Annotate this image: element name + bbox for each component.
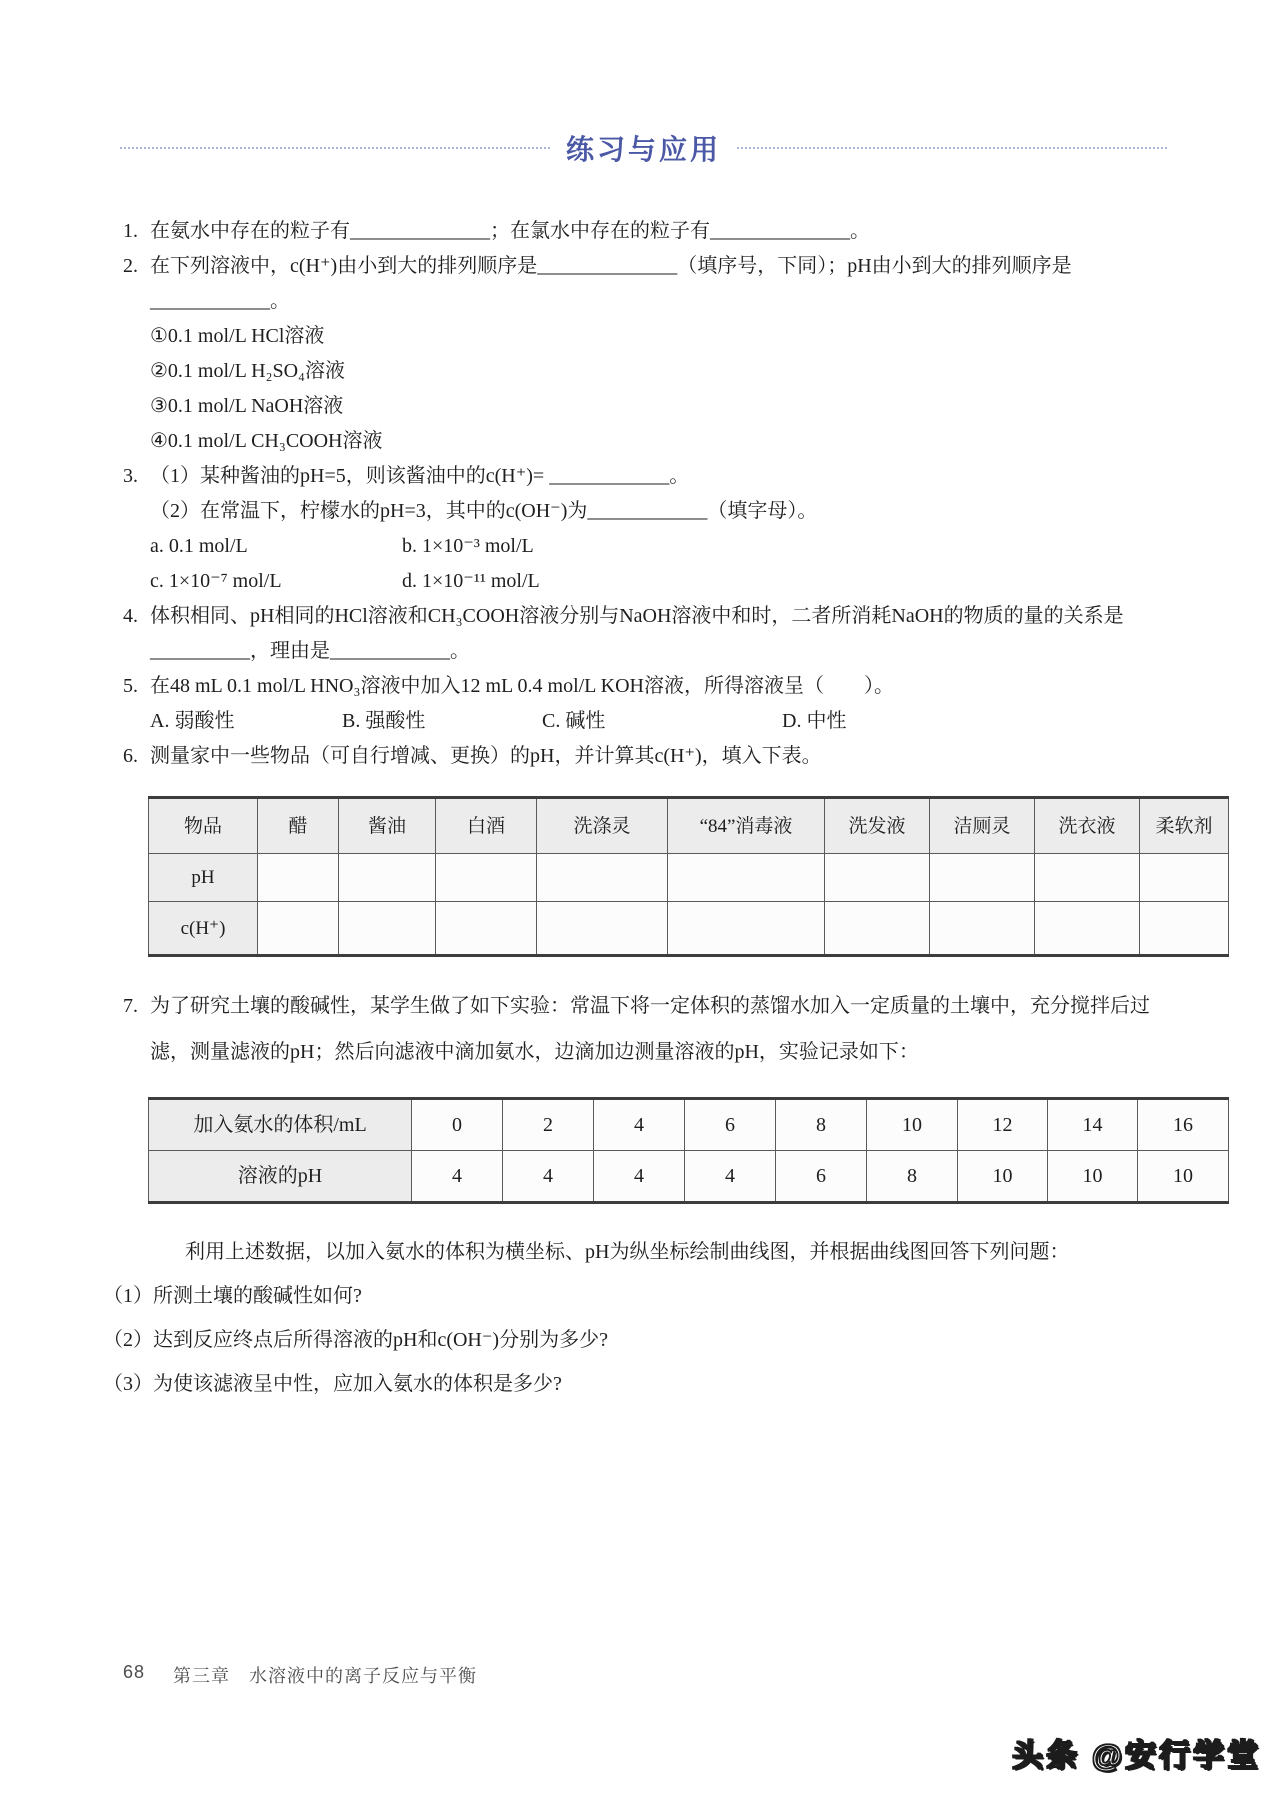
exercise-content (0, 168, 1287, 1406)
question-text: 在48 mL 0.1 mol/L HNO₃溶液中加入12 mL 0.4 mol/L KOH溶液，所得溶液呈（ ）。 (150, 675, 894, 697)
question-3-choices-ab (123, 529, 1167, 564)
followup-sub-2: （2）达到反应终点后所得溶液的pH和c(OH⁻)分别为多少? (103, 1329, 608, 1351)
table-cell: 6 (685, 1099, 776, 1151)
choice-c: c. 1×10⁻⁷ mol/L (150, 570, 282, 592)
choice-c: C. 碱性 (542, 710, 606, 732)
table-cell (668, 854, 825, 902)
table-cell (825, 902, 930, 956)
table-cell: 4 (594, 1151, 685, 1203)
question-1 (123, 214, 1167, 249)
dotted-line-right (737, 147, 1167, 149)
question-3-choices-cd (123, 564, 1167, 599)
table-row (149, 1099, 1229, 1151)
table-cell: 6 (776, 1151, 867, 1203)
page-footer (123, 1662, 477, 1688)
household-items-ph-table (148, 796, 1229, 957)
question-number: 6. (123, 745, 138, 767)
header-cell: 溶液的pH (149, 1151, 412, 1203)
header-cell: c(H⁺) (149, 902, 258, 956)
question-text: 体积相同、pH相同的HCl溶液和CH₃COOH溶液分别与NaOH溶液中和时，二者所消耗NaOH的物质的量的关系是__________，理由是____________。 (150, 605, 1124, 662)
table-cell (1140, 854, 1229, 902)
table-row (149, 1151, 1229, 1203)
question-5-choices (123, 704, 1167, 739)
table-cell (258, 902, 339, 956)
header-cell: 柔软剂 (1140, 798, 1229, 854)
question-number: 3. (123, 465, 138, 487)
header-cell: 洁厕灵 (930, 798, 1035, 854)
header-cell: 洗涤灵 (537, 798, 668, 854)
question-number: 1. (123, 220, 138, 242)
question-3 (123, 459, 1167, 494)
followup-sub-1: （1）所测土壤的酸碱性如何? (103, 1285, 362, 1307)
table-cell: 10 (1138, 1151, 1229, 1203)
table-cell: 14 (1048, 1099, 1138, 1151)
table-cell: 10 (1048, 1151, 1138, 1203)
header-cell: 物品 (149, 798, 258, 854)
table-cell: 4 (503, 1151, 594, 1203)
table-row (149, 798, 1229, 854)
table-cell (537, 854, 668, 902)
table-cell (339, 854, 436, 902)
question-number: 4. (123, 605, 138, 627)
header-cell: “84”消毒液 (668, 798, 825, 854)
ammonia-volume-ph-table (148, 1097, 1229, 1204)
question-2-option-4: ④0.1 mol/L CH₃COOH溶液 (150, 430, 383, 452)
table-cell (930, 902, 1035, 956)
choice-b: B. 强酸性 (342, 710, 426, 732)
question-3-part2: （2）在常温下，柠檬水的pH=3，其中的c(OH⁻)为____________（填字母）。 (150, 500, 818, 522)
question-number: 5. (123, 675, 138, 697)
question-2-option-3: ③0.1 mol/L NaOH溶液 (150, 395, 344, 417)
question-text: 在氨水中存在的粒子有______________；在氯水中存在的粒子有______________。 (150, 220, 870, 242)
header-cell: 醋 (258, 798, 339, 854)
header-cell: 洗衣液 (1035, 798, 1140, 854)
table-cell (1140, 902, 1229, 956)
table-cell (258, 854, 339, 902)
table-row (149, 854, 1229, 902)
header-cell: 酱油 (339, 798, 436, 854)
choice-d: d. 1×10⁻¹¹ mol/L (402, 570, 540, 592)
question-text: 测量家中一些物品（可自行增减、更换）的pH，并计算其c(H⁺)，填入下表。 (150, 745, 822, 767)
table-cell: 10 (958, 1151, 1048, 1203)
question-number: 7. (123, 995, 138, 1017)
question-text: 在下列溶液中，c(H⁺)由小到大的排列顺序是______________（填序号，下同）；pH由小到大的排列顺序是____________。 (150, 255, 1072, 312)
question-4 (123, 599, 1167, 669)
table-cell (1035, 902, 1140, 956)
table-cell: 8 (776, 1099, 867, 1151)
table-cell (825, 854, 930, 902)
table-cell: 16 (1138, 1099, 1229, 1151)
choice-d: D. 中性 (782, 710, 847, 732)
followup-sub-3: （3）为使该滤液呈中性，应加入氨水的体积是多少? (103, 1373, 562, 1395)
table-cell: 8 (867, 1151, 958, 1203)
header-cell: pH (149, 854, 258, 902)
table-cell: 2 (503, 1099, 594, 1151)
chapter-title: 第三章 水溶液中的离子反应与平衡 (173, 1666, 478, 1686)
header-cell: 洗发液 (825, 798, 930, 854)
question-6 (123, 739, 1167, 774)
question-number: 2. (123, 255, 138, 277)
question-2-option-2: ②0.1 mol/L H₂SO₄溶液 (150, 360, 346, 382)
header-cell: 白酒 (436, 798, 537, 854)
question-7 (123, 983, 1167, 1075)
table-cell (1035, 854, 1140, 902)
table-cell (436, 854, 537, 902)
section-header (0, 0, 1287, 168)
question-text: 为了研究土壤的酸碱性，某学生做了如下实验：常温下将一定体积的蒸馏水加入一定质量的土壤中，充分搅拌后过滤，测量滤液的pH；然后向滤液中滴加氨水，边滴加边测量溶液的pH，实验记录如下： (150, 995, 1150, 1063)
table-cell (436, 902, 537, 956)
question-2 (123, 249, 1167, 319)
choice-a: A. 弱酸性 (150, 710, 235, 732)
table-cell: 12 (958, 1099, 1048, 1151)
table-cell: 4 (685, 1151, 776, 1203)
dotted-line-left (120, 147, 550, 149)
question-text-part1: （1）某种酱油的pH=5，则该酱油中的c(H⁺)= ____________。 (150, 465, 690, 487)
followup-paragraph: 利用上述数据，以加入氨水的体积为横坐标、pH为纵坐标绘制曲线图，并根据曲线图回答下列问题： (185, 1241, 1070, 1263)
table-cell: 4 (594, 1099, 685, 1151)
choice-b: b. 1×10⁻³ mol/L (402, 535, 534, 557)
page-title: 练习与应用 (566, 134, 722, 165)
question-7-followup (103, 1230, 1167, 1406)
table-cell: 10 (867, 1099, 958, 1151)
table-cell (537, 902, 668, 956)
watermark: 头条 @安行学堂 (1012, 1738, 1261, 1773)
table-row (149, 902, 1229, 956)
question-5 (123, 669, 1167, 704)
table-cell: 0 (412, 1099, 503, 1151)
table-cell (930, 854, 1035, 902)
choice-a: a. 0.1 mol/L (150, 535, 248, 557)
table-cell (668, 902, 825, 956)
table-cell: 4 (412, 1151, 503, 1203)
page-number: 68 (123, 1662, 146, 1682)
table-cell (339, 902, 436, 956)
header-cell: 加入氨水的体积/mL (149, 1099, 412, 1151)
question-2-option-1: ①0.1 mol/L HCl溶液 (150, 325, 325, 347)
